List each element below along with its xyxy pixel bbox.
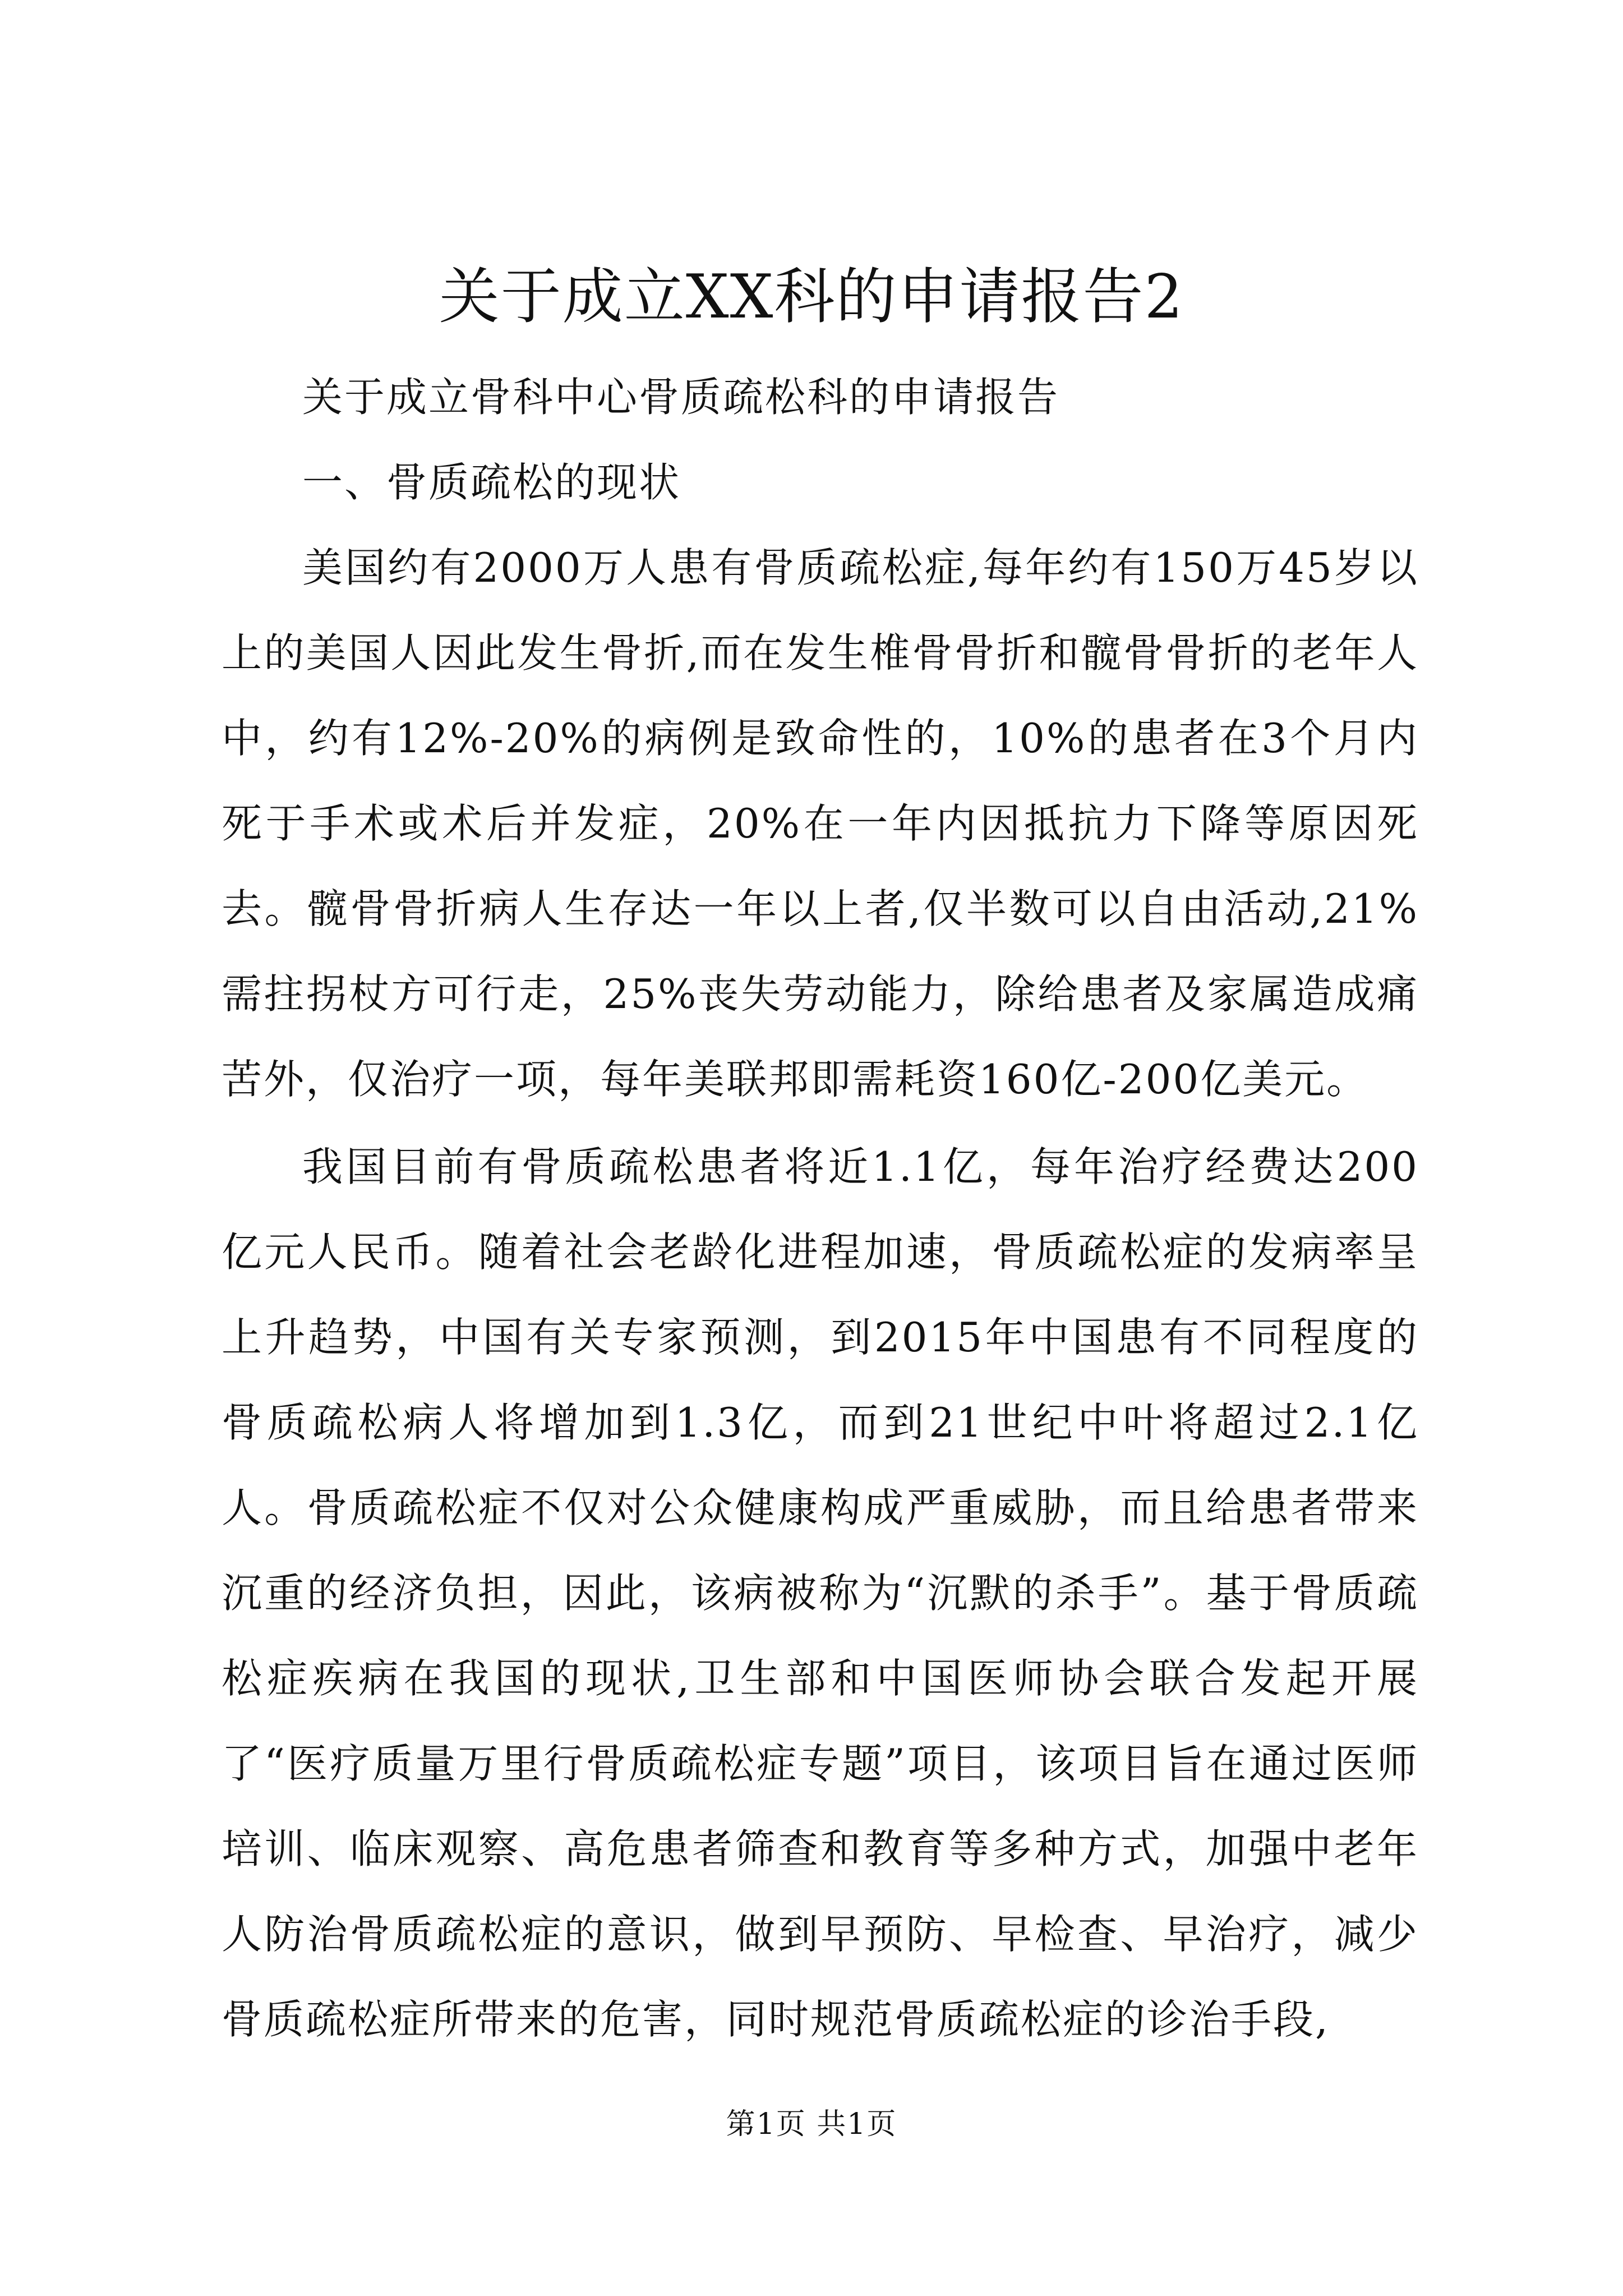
paragraph-us-status: 美国约有2000万人患有骨质疏松症,每年约有150万45岁以上的美国人因此发生骨折,而在发生椎骨骨折和髋骨骨折的老年人中，约有12%-20%的病例是致命性的，10%的患者在3个月内死于手术或术后并发症，20%在一年内因抵抗力下降等原因死去。髋骨骨折病人生存达一年以上者,仅半数可以自由活动,21%需拄拐杖方可行走，25%丧失劳动能力，除给患者及家属造成痛苦外，仅治疗一项，每年美联邦即需耗资160亿-200亿美元。	[222, 544, 1419, 1103]
page-footer: 第1页 共1页	[726, 2108, 897, 2141]
section-heading: 一、骨质疏松的现状	[302, 459, 681, 506]
report-subtitle: 关于成立骨科中心骨质疏松科的申请报告	[302, 374, 1060, 421]
document-title: 关于成立XX科的申请报告2	[439, 262, 1184, 332]
document-body	[222, 355, 1419, 2062]
paragraph-china-status: 我国目前有骨质疏松患者将近1.1亿，每年治疗经费达200亿元人民币。随着社会老龄化进程加速，骨质疏松症的发病率呈上升趋势，中国有关专家预测，到2015年中国患有不同程度的骨质疏松病人将增加到1.3亿，而到21世纪中叶将超过2.1亿人。骨质疏松症不仅对公众健康构成严重威胁，而且给患者带来沉重的经济负担，因此，该病被称为“沉默的杀手”。基于骨质疏松症疾病在我国的现状,卫生部和中国医师协会联合发起开展了“医疗质量万里行骨质疏松症专题”项目，该项目旨在通过医师培训、临床观察、高危患者筛查和教育等多种方式，加强中老年人防治骨质疏松症的意识，做到早预防、早检查、早治疗，减少骨质疏松症所带来的危害，同时规范骨质疏松症的诊治手段,	[222, 1143, 1419, 2043]
